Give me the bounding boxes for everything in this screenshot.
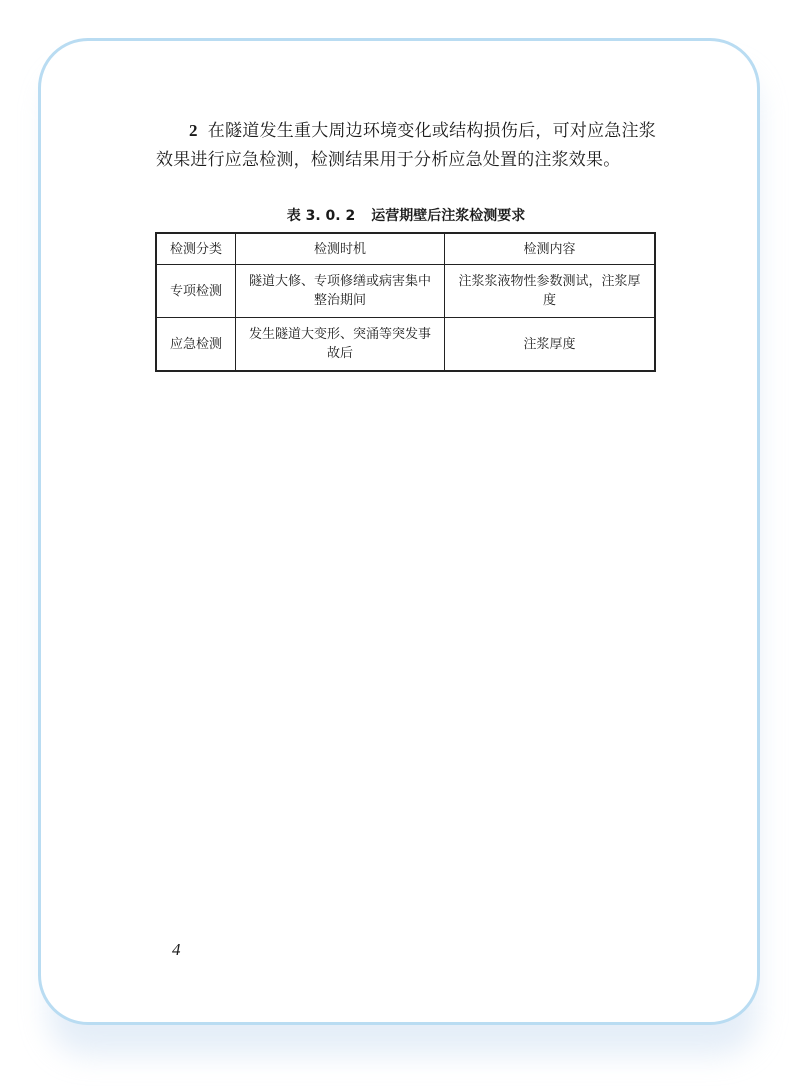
header-timing: 检测时机 [236,233,445,265]
header-category: 检测分类 [156,233,236,265]
table-header-row [156,233,655,265]
table-cell: 注浆浆液物性参数测试，注浆厚度 [445,265,656,318]
table-cell: 注浆厚度 [445,318,656,372]
table-cell: 专项检测 [156,265,236,318]
table-row [156,265,655,318]
table-cell: 隧道大修、专项修缮或病害集中整治期间 [236,265,445,318]
header-content: 检测内容 [445,233,656,265]
clause-text: 在隧道发生重大周边环境变化或结构损伤后，可对应急注浆效果进行应急检测，检测结果用于分析应急处置的注浆效果。 [156,121,656,170]
table-cell: 应急检测 [156,318,236,372]
table-caption-number: 表 3. 0. 2 [286,208,356,224]
page-card [38,38,760,1025]
page-number: 4 [172,940,181,959]
clause-paragraph [156,116,656,175]
table-cell: 发生隧道大变形、突涌等突发事故后 [236,318,445,372]
table-caption-title: 运营期壁后注浆检测要求 [371,208,526,224]
inspection-requirements-table [155,232,656,372]
table-row [156,318,655,372]
clause-number: 2 [189,121,198,140]
table-caption [156,205,656,225]
